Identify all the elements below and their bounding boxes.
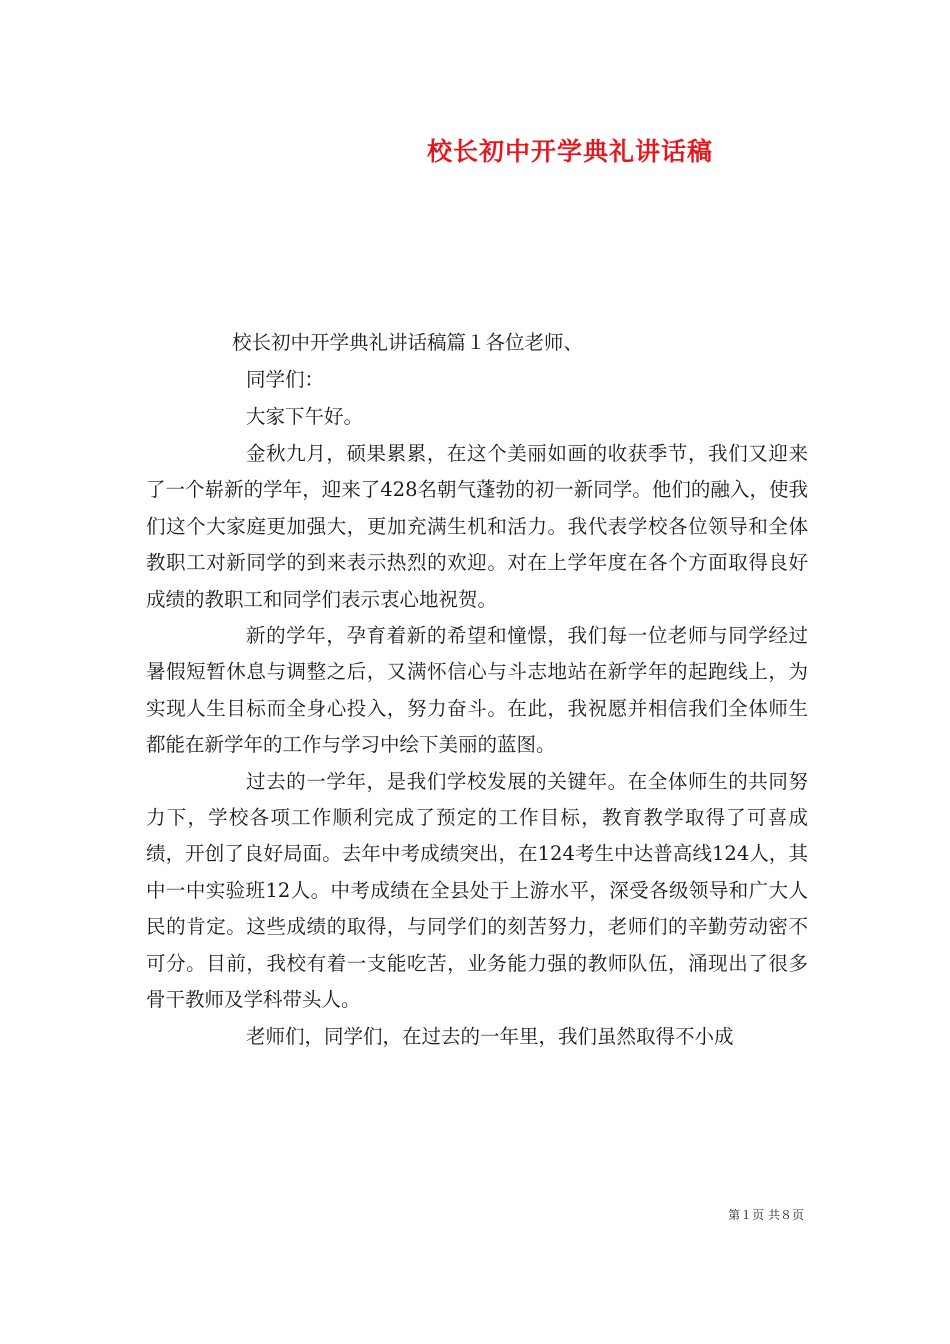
paragraph: 新的学年，孕育着新的希望和憧憬，我们每一位老师与同学经过暑假短暂休息与调整之后，又满怀信心与斗志地站在新学年的起跑线上，为实现人生目标而全身心投入，努力奋斗。在此，我祝愿并相信我们全体师生都能在新学年的工作与学习中绘下美丽的蓝图。: [146, 624, 808, 757]
paragraph: 金秋九月，硕果累累，在这个美丽如画的收获季节，我们又迎来了一个崭新的学年，迎来了428名朝气蓬勃的初一新同学。他们的融入，使我们这个大家庭更加强大，更加充满生机和活力。我代表学校各位领导和全体教职工对新同学的到来表示热烈的欢迎。对在上学年度在各个方面取得良好成绩的教职工和同学们表示衷心地祝贺。: [146, 442, 808, 611]
salutation-greeting: 大家下午好。: [246, 405, 364, 428]
document-body: [146, 436, 808, 1055]
paragraph: 过去的一学年，是我们学校发展的关键年。在全体师生的共同努力下，学校各项工作顺利完成了预定的工作目标，教育教学取得了可喜成绩，开创了良好局面。去年中考成绩突出，在124考生中达普高线124人，其中一中实验班12人。中考成绩在全县处于上游水平，深受各级领导和广大人民的肯定。这些成绩的取得，与同学们的刻苦努力，老师们的辛勤劳动密不可分。目前，我校有着一支能吃苦，业务能力强的教师队伍，涌现出了很多骨干教师及学科带头人。: [146, 769, 808, 1012]
page-number-footer: 第１页 共８页: [728, 1208, 804, 1222]
intro-line: 校长初中开学典礼讲话稿篇１各位老师、: [232, 331, 584, 354]
salutation-students: 同学们：: [246, 368, 325, 391]
document-title: 校长初中开学典礼讲话稿: [426, 137, 713, 166]
paragraph: 老师们，同学们，在过去的一年里，我们虽然取得不小成: [246, 1024, 734, 1048]
